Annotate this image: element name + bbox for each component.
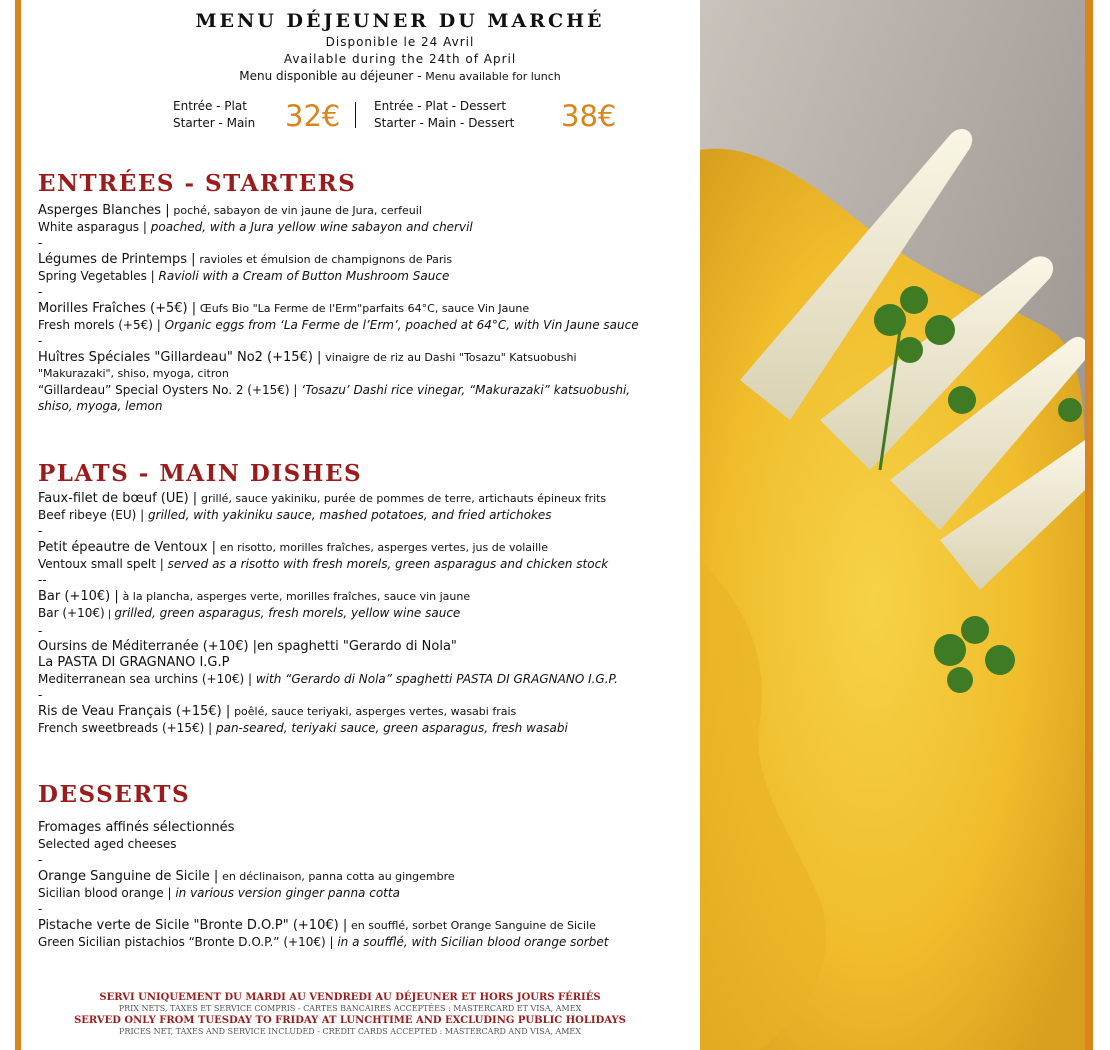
separator: - [38, 285, 43, 299]
item-name-en: Bar (+10€) [38, 606, 105, 620]
item-name-fr: Légumes de Printemps | [38, 252, 196, 267]
formula-1-en: Starter - Main [173, 116, 256, 130]
list-item [38, 300, 678, 333]
item-desc-en: Organic eggs from ‘La Ferme de l’Erm’, poached at 64°C, with Vin Jaune sauce [164, 318, 639, 332]
formula-1-price: 32€ [285, 99, 341, 133]
date-fr: Disponible le 24 Avril [325, 35, 475, 49]
formula-2-label [374, 98, 514, 132]
separator: - [38, 624, 43, 638]
list-item [38, 917, 678, 950]
mains-list [38, 490, 678, 736]
date-en: Available during the 24th of April [283, 52, 517, 66]
item-desc-fr: vinaigre de riz au Dashi "Tosazu" Katsuobushi [325, 351, 577, 364]
mains-title: PLATS - MAIN DISHES [38, 460, 363, 487]
item-desc-fr: poêlé, sauce teriyaki, asperges vertes, wasabi frais [234, 705, 517, 718]
item-name-en: Ventoux small spelt | [38, 557, 164, 571]
item-desc-en: ‘Tosazu’ Dashi rice vinegar, “Makurazaki” katsuobushi, [301, 383, 631, 397]
list-item [38, 588, 678, 623]
separator: - [38, 334, 43, 348]
item-desc-en: pan-seared, teriyaki sauce, green asparagus, fresh wasabi [215, 721, 568, 735]
item-name-fr: Faux-filet de bœuf (UE) | [38, 491, 198, 506]
list-item [38, 820, 678, 852]
item-name-fr: Petit épeautre de Ventoux | [38, 540, 217, 555]
item-desc-en: Ravioli with a Cream of Button Mushroom Sauce [158, 269, 450, 283]
dish-photo [700, 0, 1085, 1050]
item-name-fr: Bar (+10€) | [38, 589, 119, 604]
desserts-title: DESSERTS [38, 781, 191, 808]
footer-line-en: SERVED ONLY FROM TUESDAY TO FRIDAY AT LUNCHTIME AND EXCLUDING PUBLIC HOLIDAYS [74, 1015, 626, 1026]
item-name-en: White asparagus | [38, 220, 147, 234]
item-name-en: Spring Vegetables | [38, 269, 155, 283]
item-name-en: Fresh morels (+5€) | [38, 318, 161, 332]
availability-fr: Menu disponible au déjeuner - [239, 69, 422, 83]
formula-2-fr: Entrée - Plat - Dessert [374, 99, 507, 113]
price-divider [355, 102, 356, 128]
list-item [38, 868, 678, 901]
menu-title: MENU DÉJEUNER DU MARCHÉ [195, 10, 605, 32]
item-desc-fr: en déclinaison, panna cotta au gingembre [222, 870, 455, 883]
item-name-fr: Oursins de Méditerranée (+10€) |en spaghetti "Gerardo di Nola" [38, 639, 457, 654]
item-desc-fr: à la plancha, asperges verte, morilles fraîches, sauce vin jaune [122, 590, 471, 603]
separator: - [38, 524, 43, 538]
item-name-en: Mediterranean sea urchins (+10€) | [38, 672, 253, 686]
list-item [38, 539, 678, 572]
footer-small-en: PRICES NET, TAXES AND SERVICE INCLUDED - CREDIT CARDS ACCEPTED : MASTERCARD AND VISA, AMEX [119, 1027, 581, 1036]
footer-line-fr: SERVI UNIQUEMENT DU MARDI AU VENDREDI AU DÉJEUNER ET HORS JOURS FÉRIÉS [99, 992, 601, 1003]
item-name-en: “Gillardeau” Special Oysters No. 2 (+15€) | [38, 383, 298, 397]
item-name-en: Sicilian blood orange | [38, 886, 172, 900]
starters-list [38, 202, 678, 414]
list-item [38, 490, 678, 523]
pipe: | [104, 609, 115, 620]
starters-title: ENTRÉES - STARTERS [38, 170, 357, 197]
list-item [38, 251, 678, 284]
asparagus-sabayon-illustration [700, 0, 1085, 1050]
formula-2-en: Starter - Main - Dessert [374, 116, 515, 130]
price-formulas [173, 98, 633, 138]
item-name-fr: Asperges Blanches | [38, 203, 170, 218]
left-gold-border [15, 0, 21, 1050]
item-desc-fr: Œufs Bio "La Ferme de l'Erm"parfaits 64°C, sauce Vin Jaune [199, 302, 530, 315]
footer-small-fr: PRIX NETS, TAXES ET SERVICE COMPRIS - CARTES BANCAIRES ACCEPTÉES : MASTERCARD ET VISA, AMEX [118, 1004, 582, 1013]
item-desc-en: served as a risotto with fresh morels, green asparagus and chicken stock [167, 557, 609, 571]
item-name-en: French sweetbreads (+15€) | [38, 721, 213, 735]
item-desc-en: in a soufflé, with Sicilian blood orange sorbet [337, 935, 609, 949]
item-name-fr: Morilles Fraîches (+5€) | [38, 301, 197, 316]
item-name-fr-cont: La PASTA DI GRAGNANO I.G.P [38, 655, 230, 670]
item-name-fr: Ris de Veau Français (+15€) | [38, 704, 231, 719]
separator: - [38, 688, 43, 702]
item-desc-fr: en risotto, morilles fraîches, asperges vertes, jus de volaille [219, 541, 548, 554]
item-desc-fr: ravioles et émulsion de champignons de Paris [199, 253, 453, 266]
item-desc-fr-cont: "Makurazaki", shiso, myoga, citron [38, 367, 229, 380]
menu-footer [40, 991, 660, 1037]
item-desc-en: grilled, green asparagus, fresh morels, yellow wine sauce [114, 606, 461, 620]
item-desc-fr: grillé, sauce yakiniku, purée de pommes de terre, artichauts épineux frits [201, 492, 607, 505]
menu-header [160, 10, 640, 83]
item-name-en: Selected aged cheeses [38, 837, 177, 851]
item-name-en: Green Sicilian pistachios “Bronte D.O.P.” (+10€) | [38, 935, 334, 949]
item-desc-en-cont: shiso, myoga, lemon [38, 399, 163, 413]
item-name-fr: Pistache verte de Sicile "Bronte D.O.P" (+10€) | [38, 918, 348, 933]
item-name-fr: Huîtres Spéciales "Gillardeau" No2 (+15€) | [38, 350, 322, 365]
separator: - [38, 902, 43, 916]
list-item [38, 202, 678, 235]
item-desc-en: in various version ginger panna cotta [175, 886, 400, 900]
desserts-list [38, 820, 678, 950]
item-desc-fr: poché, sabayon de vin jaune de Jura, cerfeuil [173, 204, 422, 217]
item-desc-en: grilled, with yakiniku sauce, mashed potatoes, and fried artichokes [148, 508, 552, 522]
item-desc-en: with “Gerardo di Nola” spaghetti PASTA DI GRAGNANO I.G.P. [255, 672, 618, 686]
separator: - [38, 236, 43, 250]
item-desc-en: poached, with a Jura yellow wine sabayon and chervil [150, 220, 473, 234]
list-item [38, 349, 678, 414]
availability-line [160, 69, 640, 83]
separator: - [38, 853, 43, 867]
availability-en: Menu available for lunch [425, 70, 561, 83]
item-name-en: Beef ribeye (EU) | [38, 508, 145, 522]
list-item [38, 703, 678, 736]
list-item [38, 639, 678, 687]
separator: -- [38, 573, 47, 587]
item-name-fr: Orange Sanguine de Sicile | [38, 869, 219, 884]
formula-1-label [173, 98, 255, 132]
item-desc-fr: en soufflé, sorbet Orange Sanguine de Sicile [351, 919, 596, 932]
item-name-fr: Fromages affinés sélectionnés [38, 820, 235, 835]
formula-2-price: 38€ [561, 99, 617, 133]
formula-1-fr: Entrée - Plat [173, 99, 247, 113]
right-gold-border [1085, 0, 1093, 1050]
